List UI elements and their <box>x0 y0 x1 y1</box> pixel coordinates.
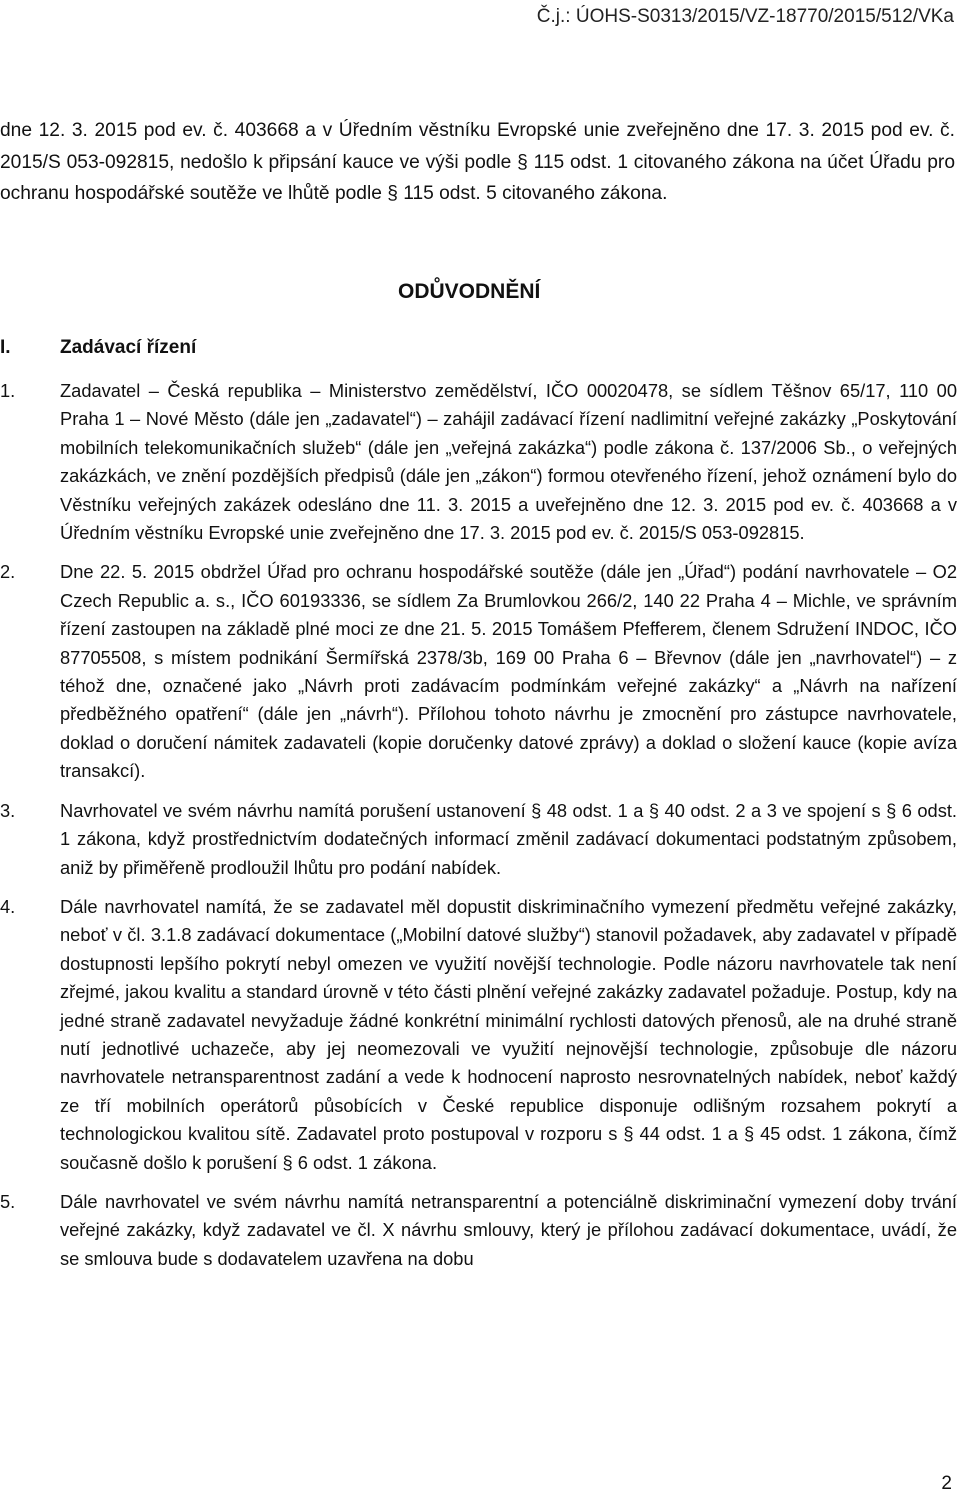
numbered-paragraph <box>0 377 957 547</box>
numbered-paragraph <box>0 1188 957 1273</box>
intro-paragraph: dne 12. 3. 2015 pod ev. č. 403668 a v Úředním věstníku Evropské unie zveřejněno dne 17. 3. 2015 pod ev. č. 2015/S 053-092815, nedošlo k připsání kauce ve výši podle § 115 odst. 1 citovaného zákona na účet Úřadu pro ochranu hospodářské soutěže ve lhůtě podle § 115 odst. 5 citovaného zákona. <box>0 120 955 204</box>
section-heading: ODŮVODNĚNÍ <box>398 280 541 303</box>
paragraph-number: 5. <box>0 1190 16 1212</box>
numbered-paragraphs <box>0 377 957 1284</box>
section-title-text: Zadávací řízení <box>60 337 197 358</box>
section-number: I. <box>0 337 11 358</box>
paragraph-number: 2. <box>0 561 16 583</box>
paragraph-text: Navrhovatel ve svém návrhu namítá porušení ustanovení § 48 odst. 1 a § 40 odst. 2 a 3 ve spojení s § 6 odst. 1 zákona, když prostřednictvím dodatečných informací změnil zadávací dokumentaci podstatným způsobem, aniž by přiměřeně prodloužil lhůtu pro podání nabídek. <box>60 799 957 878</box>
section-title <box>0 337 196 359</box>
paragraph-text: Dne 22. 5. 2015 obdržel Úřad pro ochranu hospodářské soutěže (dále jen „Úřad“) podání navrhovatele – O2 Czech Republic a. s., IČO 60193336, se sídlem Za Brumlovkou 266/2, 140 22 Praha 4 – Michle, ve správním řízení zastoupen na základě plné moci ze dne 21. 5. 2015 Tomášem Pfefferem, členem Sdružení INDOC, IČO 87705508, s místem podnikání Šermířská 2378/3b, 169 00 Praha 6 – Břevnov (dále jen „navrhovatel“) – z téhož dne, označené jako „Návrh proti zadávacím podmínkám veřejné zakázky“ a „Návrh na nařízení předběžného opatření“ (dále jen „návrh“). Přílohou tohoto návrhu je zmocnění pro zástupce navrhovatele, doklad o doručení námitek zadavateli (kopie doručenky datové zprávy) a doklad o složení kauce (kopie avíza transakcí). <box>60 561 957 782</box>
paragraph-number: 1. <box>0 380 16 401</box>
paragraph-number: 4. <box>0 895 16 917</box>
numbered-paragraph <box>0 797 957 882</box>
paragraph-text: Zadavatel – Česká republika – Ministerstvo zemědělství, IČO 00020478, se sídlem Těšnov 65/17, 110 00 Praha 1 – Nové Město (dále jen „zadavatel“) – zahájil zadávací řízení nadlimitní veřejné zakázky „Poskytování mobilních telekomunikačních služeb“ (dále jen „veřejná zakázka“) podle zákona č. 137/2006 Sb., o veřejných zakázkách, ve znění pozdějších předpisů (dále jen „zákon“) formou otevřeného řízení, jehož oznámení bylo do Věstníku veřejných zakázek odesláno dne 11. 3. 2015 a uveřejněno dne 12. 3. 2015 pod ev. č. 403668 a v Úředním věstníku Evropské unie zveřejněno dne 17. 3. 2015 pod ev. č. 2015/S 053-092815. <box>60 380 957 544</box>
numbered-paragraph <box>0 558 957 785</box>
page-number: 2 <box>941 1473 952 1494</box>
paragraph-text: Dále navrhovatel ve svém návrhu namítá netransparentní a potenciálně diskriminační vymezení doby trvání veřejné zakázky, když zadavatel ve čl. X návrhu smlouvy, který je přílohou zadávací dokumentace, uvádí, že se smlouva bude s dodavatelem uzavřena na dobu <box>60 1190 957 1269</box>
paragraph-number: 3. <box>0 799 16 821</box>
paragraph-text: Dále navrhovatel namítá, že se zadavatel měl dopustit diskriminačního vymezení předmětu veřejné zakázky, neboť v čl. 3.1.8 zadávací dokumentace („Mobilní datové služby“) stanovil požadavek, aby zadavatel v případě dostupnosti lepšího pokrytí nebyl omezen ve využití novější technologie. Podle názoru navrhovatele tak není zřejmé, jakou kvalitu a standard úrovně v této části plnění veřejné zakázky zadavatel požaduje. Postup, kdy na jedné straně zadavatel nevyžaduje žádné konkrétní minimální rychlosti datových přenosů, ale na druhé straně nutí jednotlivé uchazeče, aby jej neomezovali ve využití nejnovější technologie, způsobuje dle názoru navrhovatele netransparentnost zadání a vede k hodnocení naprosto nesrovnatelných nabídek, neboť každý ze tří mobilních operátorů působících v České republice disponuje odlišným rozsahem pokrytí a technologickou kvalitou sítě. Zadavatel proto postupoval v rozporu s § 44 odst. 1 a § 45 odst. 1 zákona, čímž současně došlo k porušení § 6 odst. 1 zákona. <box>60 895 957 1173</box>
numbered-paragraph <box>0 893 957 1177</box>
document-reference: Č.j.: ÚOHS-S0313/2015/VZ-18770/2015/512/VKa <box>536 6 954 27</box>
